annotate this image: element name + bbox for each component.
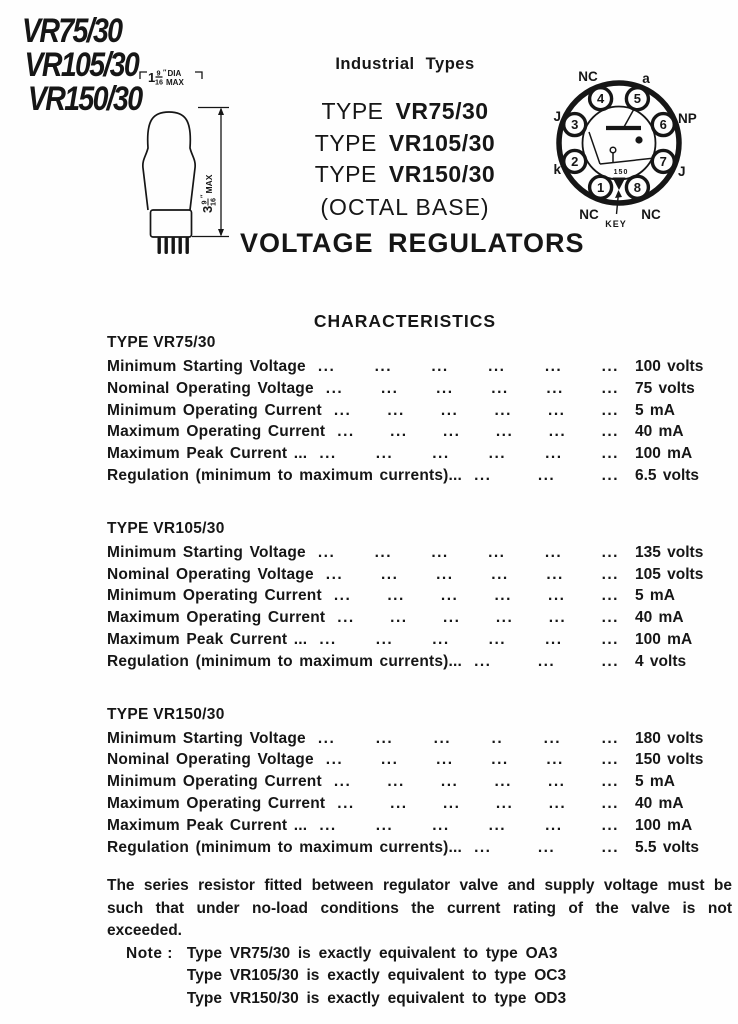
pin-label: NP bbox=[678, 111, 697, 126]
row-label: Nominal Operating Voltage bbox=[107, 379, 314, 397]
dot-leaders: ... ... ... bbox=[474, 838, 619, 856]
pin-number: 1 bbox=[596, 179, 605, 195]
row-label: Regulation (minimum to maximum currents)... bbox=[107, 652, 463, 670]
pin-number: 3 bbox=[571, 117, 579, 133]
dot-leaders: ... ... ... ... ... ... bbox=[319, 445, 619, 463]
row-label: Nominal Operating Voltage bbox=[107, 751, 314, 769]
table-row bbox=[107, 423, 735, 445]
table-row bbox=[107, 544, 735, 566]
type-name: VR75/30 bbox=[395, 98, 489, 124]
dot-leaders: ... ... ... ... ... ... bbox=[333, 773, 619, 791]
dot-leaders: ... ... ... ... ... ... bbox=[333, 401, 619, 419]
dot-leaders: ... ... ... ... ... ... bbox=[337, 423, 619, 441]
row-value: 100 mA bbox=[635, 816, 693, 834]
table-vr105-30 bbox=[107, 520, 735, 675]
dot-leaders: ... ... ... .. ... ... bbox=[317, 729, 619, 747]
pin-number: 7 bbox=[659, 153, 667, 169]
row-label: Regulation (minimum to maximum currents)... bbox=[107, 466, 463, 484]
row-value: 5 mA bbox=[635, 773, 675, 791]
table-row bbox=[107, 751, 735, 773]
dot-leaders: ... ... ... ... ... ... bbox=[317, 358, 619, 375]
tube-base bbox=[151, 210, 192, 237]
dia-whole: 1 bbox=[148, 70, 156, 85]
table-row bbox=[107, 587, 735, 609]
logo-line: VR105/30 bbox=[24, 46, 139, 84]
dia-denominator: 16 bbox=[155, 77, 163, 87]
cathode-terminal bbox=[610, 147, 616, 153]
internal-dot bbox=[635, 136, 642, 143]
table-row bbox=[107, 773, 735, 795]
dia-unit: ″ bbox=[163, 69, 167, 77]
key-arrowhead bbox=[615, 190, 622, 198]
pin-label: NC bbox=[579, 207, 599, 222]
characteristics-tables bbox=[107, 334, 735, 891]
row-value: 40 mA bbox=[635, 609, 684, 627]
row-value: 40 mA bbox=[635, 423, 684, 441]
table-row bbox=[107, 631, 735, 653]
row-label: Minimum Starting Voltage bbox=[107, 358, 306, 375]
note-lines bbox=[187, 943, 566, 1010]
dia-numerator: 9 bbox=[156, 68, 161, 78]
industrial-types-kicker: Industrial Types bbox=[335, 55, 475, 73]
dot-leaders: ... ... ... ... ... ... bbox=[337, 609, 619, 627]
center-marking: 150 bbox=[613, 169, 629, 176]
row-value: 75 volts bbox=[635, 379, 695, 397]
type-line bbox=[240, 128, 570, 160]
row-label: Nominal Operating Voltage bbox=[107, 565, 314, 583]
table-title: TYPE VR75/30 bbox=[107, 334, 216, 351]
table-row bbox=[107, 445, 735, 467]
height-whole: 3 bbox=[200, 205, 215, 213]
height-numerator: 9 bbox=[199, 200, 209, 205]
pin-label: J bbox=[553, 109, 561, 124]
table-row bbox=[107, 402, 735, 424]
dia-label-bottom: MAX bbox=[166, 78, 184, 87]
tube-outline-drawing bbox=[120, 48, 258, 263]
row-value: 100 mA bbox=[635, 630, 693, 648]
type-prefix: TYPE bbox=[314, 161, 377, 187]
row-value: 4 volts bbox=[635, 652, 687, 670]
pin-number: 4 bbox=[596, 91, 605, 107]
dot-leaders: ... ... ... ... ... ... bbox=[333, 587, 619, 605]
pin-number: 8 bbox=[633, 179, 642, 195]
dot-leaders: ... ... ... ... ... ... bbox=[325, 379, 619, 397]
type-line bbox=[240, 96, 570, 128]
key-label: KEY bbox=[605, 219, 627, 229]
note-line: Type VR105/30 is exactly equivalent to type OC3 bbox=[186, 967, 567, 985]
table-row bbox=[107, 380, 735, 402]
row-value: 180 volts bbox=[635, 729, 704, 747]
height-max-label: MAX bbox=[204, 174, 214, 194]
row-label: Minimum Operating Current bbox=[107, 587, 322, 605]
row-value: 5 mA bbox=[635, 401, 675, 419]
dot-leaders: ... ... ... ... ... ... bbox=[325, 751, 619, 769]
type-prefix: TYPE bbox=[321, 98, 384, 124]
table-title: TYPE VR150/30 bbox=[107, 705, 225, 723]
pin-label: NC bbox=[641, 207, 661, 222]
row-label: Maximum Peak Current ... bbox=[107, 445, 308, 463]
dot-leaders: ... ... ... ... ... ... bbox=[337, 794, 619, 812]
type-name: VR150/30 bbox=[388, 161, 496, 187]
type-name: VR105/30 bbox=[388, 129, 496, 156]
row-value: 40 mA bbox=[635, 794, 684, 812]
table-row bbox=[107, 467, 735, 489]
table-title: TYPE VR105/30 bbox=[107, 519, 225, 537]
dot-leaders: ... ... ... bbox=[474, 652, 619, 670]
dot-leaders: ... ... ... ... ... ... bbox=[325, 565, 619, 583]
table-vr150-30 bbox=[107, 706, 735, 861]
tube-pins bbox=[158, 237, 189, 254]
row-label: Maximum Operating Current bbox=[107, 609, 326, 627]
row-value: 135 volts bbox=[635, 543, 704, 561]
pin-label: k bbox=[553, 162, 561, 177]
dim-diameter-label bbox=[148, 69, 184, 88]
dim-height bbox=[192, 108, 229, 237]
note-line: Type VR150/30 is exactly equivalent to type OD3 bbox=[186, 989, 567, 1007]
type-prefix: TYPE bbox=[314, 129, 377, 156]
pin-label: a bbox=[642, 71, 650, 86]
dim-height-label bbox=[200, 174, 218, 213]
octal-base-note: (OCTAL BASE) bbox=[320, 193, 490, 220]
row-label: Maximum Operating Current bbox=[107, 794, 326, 812]
row-value: 6.5 volts bbox=[635, 466, 700, 484]
characteristics-heading: CHARACTERISTICS bbox=[313, 311, 497, 331]
row-label: Minimum Starting Voltage bbox=[107, 543, 306, 561]
pin-number: 2 bbox=[571, 153, 579, 169]
dot-leaders: ... ... ... ... ... ... bbox=[319, 630, 619, 648]
logo-line: VR75/30 bbox=[22, 12, 122, 50]
dot-leaders: ... ... ... bbox=[474, 466, 619, 484]
type-line bbox=[240, 159, 570, 191]
octal-base-pinout-diagram bbox=[531, 51, 707, 237]
row-label: Maximum Peak Current ... bbox=[107, 630, 308, 648]
height-denominator: 16 bbox=[208, 198, 218, 206]
pin-label: NC bbox=[578, 69, 598, 84]
row-value: 105 volts bbox=[635, 565, 704, 583]
row-label: Maximum Peak Current ... bbox=[107, 816, 308, 834]
dot-leaders: ... ... ... ... ... ... bbox=[317, 543, 619, 561]
pin-function-labels bbox=[553, 69, 696, 222]
table-row bbox=[107, 566, 735, 588]
row-label: Minimum Operating Current bbox=[107, 773, 322, 791]
table-row bbox=[107, 609, 735, 631]
dia-label-top: DIA bbox=[167, 69, 182, 78]
tube-envelope bbox=[143, 112, 195, 210]
row-value: 5.5 volts bbox=[635, 838, 700, 856]
pin-label: J bbox=[678, 164, 686, 179]
row-value: 150 volts bbox=[635, 751, 704, 769]
series-resistor-paragraph: The series resistor fitted between regulator valve and supply voltage must be such that under no-load conditions the current rating of the valve is not exceeded. bbox=[107, 877, 732, 939]
table-row bbox=[107, 358, 735, 380]
table-row bbox=[107, 730, 735, 752]
table-row bbox=[107, 653, 735, 675]
note-prefix: Note : bbox=[126, 945, 173, 962]
note-line: Type VR75/30 is exactly equivalent to type OA3 bbox=[186, 945, 558, 962]
row-label: Maximum Operating Current bbox=[107, 423, 326, 441]
pin-number: 5 bbox=[633, 91, 642, 107]
row-value: 100 volts bbox=[635, 358, 704, 375]
row-label: Minimum Operating Current bbox=[107, 401, 322, 419]
row-value: 5 mA bbox=[635, 587, 675, 605]
row-label: Minimum Starting Voltage bbox=[107, 729, 306, 747]
table-row bbox=[107, 795, 735, 817]
page-title: VOLTAGE REGULATORS bbox=[240, 227, 585, 258]
key-wedge bbox=[613, 178, 626, 191]
logo-line: VR150/30 bbox=[27, 80, 142, 118]
row-label: Regulation (minimum to maximum currents)... bbox=[107, 838, 463, 856]
height-unit: ″ bbox=[200, 194, 208, 198]
pin-number: 6 bbox=[659, 117, 667, 133]
title-block bbox=[240, 55, 585, 259]
row-value: 100 mA bbox=[635, 445, 693, 463]
table-row bbox=[107, 839, 735, 861]
table-row bbox=[107, 817, 735, 839]
equivalence-note bbox=[126, 943, 566, 1010]
dot-leaders: ... ... ... ... ... ... bbox=[319, 816, 619, 834]
table-vr75-30 bbox=[107, 334, 735, 489]
